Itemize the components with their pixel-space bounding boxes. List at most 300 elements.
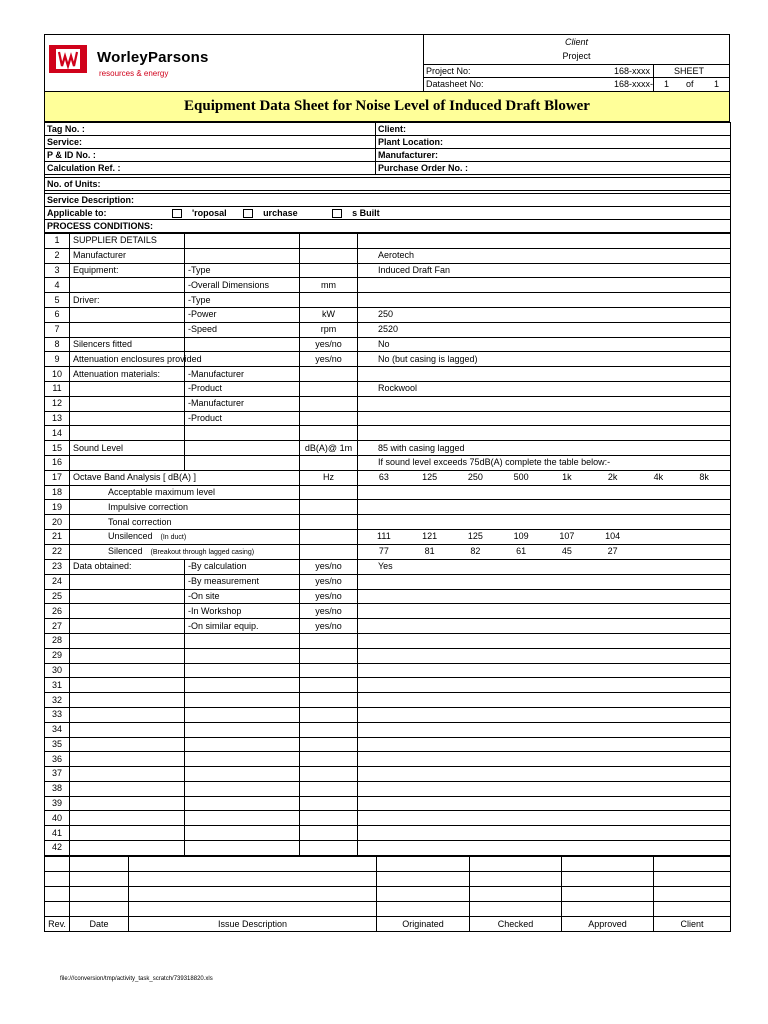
row-value[interactable]: 2520 (358, 322, 731, 337)
octave-band-values[interactable] (358, 485, 731, 500)
level-label: Silenced (108, 545, 143, 556)
row-unit (300, 381, 358, 396)
row-unit (300, 396, 358, 411)
revision-cell[interactable] (654, 886, 731, 901)
band-value: 107 (559, 531, 575, 542)
row-subitem (185, 737, 300, 752)
band-value (636, 545, 682, 558)
sheet-total: 1 (714, 79, 720, 89)
brand-name: WorleyParsons (97, 49, 209, 66)
calc-ref-label[interactable]: Calculation Ref. : (45, 162, 376, 175)
band-value: 61 (516, 546, 527, 557)
process-row (45, 589, 731, 604)
octave-band-values[interactable] (358, 470, 731, 485)
row-item: SUPPLIER DETAILS (70, 234, 185, 249)
row-unit (300, 248, 358, 263)
row-number: 39 (45, 796, 70, 811)
row-value[interactable]: Induced Draft Fan (358, 263, 731, 278)
revision-cell[interactable] (70, 871, 129, 886)
row-value[interactable] (358, 752, 731, 767)
row-unit: yes/no (300, 604, 358, 619)
row-item (70, 752, 185, 767)
row-subitem (185, 337, 300, 352)
row-value[interactable] (358, 722, 731, 737)
process-row (45, 678, 731, 693)
sheet-number: 1 (664, 79, 670, 89)
octave-row-label (70, 529, 300, 544)
revision-cell[interactable] (562, 871, 654, 886)
row-number: 9 (45, 352, 70, 367)
sheet-title: Equipment Data Sheet for Noise Level of Induced Draft Blower (44, 92, 730, 122)
originated-header: Originated (377, 916, 470, 931)
revision-cell[interactable] (129, 856, 377, 871)
revision-cell[interactable] (70, 886, 129, 901)
row-value[interactable] (358, 619, 731, 634)
revision-cell[interactable] (654, 871, 731, 886)
as-built-checkbox[interactable] (332, 209, 342, 218)
row-subitem (185, 767, 300, 782)
band-value: 250 (467, 472, 483, 483)
revision-row (45, 871, 731, 886)
revision-cell[interactable] (129, 901, 377, 916)
row-number: 38 (45, 781, 70, 796)
row-value[interactable] (358, 633, 731, 648)
revision-cell[interactable] (45, 871, 70, 886)
row-value[interactable] (358, 707, 731, 722)
row-subitem (185, 663, 300, 678)
row-subitem (185, 811, 300, 826)
octave-row-label: Acceptable maximum level (70, 485, 300, 500)
band-value: 82 (470, 546, 481, 557)
row-subitem: -Power (185, 307, 300, 322)
row-value[interactable] (358, 426, 731, 441)
row-value[interactable] (358, 589, 731, 604)
row-unit (300, 293, 358, 308)
row-item (70, 381, 185, 396)
revision-header-row (45, 916, 731, 931)
octave-band-values[interactable] (358, 544, 731, 559)
row-number: 12 (45, 396, 70, 411)
no-units-label[interactable]: No. of Units: (45, 178, 731, 191)
row-number: 36 (45, 752, 70, 767)
revision-cell[interactable] (70, 856, 129, 871)
revision-cell[interactable] (129, 886, 377, 901)
row-number: 18 (45, 485, 70, 500)
service-description-label[interactable]: Service Description: (45, 194, 731, 207)
octave-row (45, 500, 731, 515)
service-label[interactable]: Service: (45, 136, 376, 149)
revision-row (45, 886, 731, 901)
row-item: Attenuation materials: (70, 367, 185, 382)
row-value[interactable] (358, 367, 731, 382)
row-unit: yes/no (300, 619, 358, 634)
row-number: 28 (45, 633, 70, 648)
proposal-checkbox[interactable] (172, 209, 182, 218)
row-value[interactable]: 85 with casing lagged (358, 441, 731, 456)
process-row (45, 411, 731, 426)
row-unit: yes/no (300, 337, 358, 352)
revision-cell[interactable] (70, 901, 129, 916)
row-number: 41 (45, 826, 70, 841)
pid-no-label[interactable]: P & ID No. : (45, 149, 376, 162)
row-number: 16 (45, 455, 70, 470)
band-value (681, 530, 727, 543)
process-row (45, 263, 731, 278)
revision-cell[interactable] (470, 856, 562, 871)
row-item (70, 589, 185, 604)
row-subitem: -Type (185, 263, 300, 278)
process-row (45, 352, 731, 367)
row-unit: yes/no (300, 352, 358, 367)
revision-cell[interactable] (377, 856, 470, 871)
row-item: Attenuation enclosures provided (70, 352, 185, 367)
row-unit: mm (300, 278, 358, 293)
band-value (681, 545, 727, 558)
row-number: 21 (45, 529, 70, 544)
purchase-checkbox[interactable] (243, 209, 253, 218)
process-row (45, 307, 731, 322)
date-header: Date (70, 916, 129, 931)
row-unit: rpm (300, 322, 358, 337)
row-value[interactable] (358, 663, 731, 678)
process-row (45, 737, 731, 752)
row-item (70, 411, 185, 426)
process-row (45, 826, 731, 841)
band-value: 63 (378, 472, 389, 483)
band-value: 77 (378, 546, 389, 557)
row-unit (300, 678, 358, 693)
row-unit: yes/no (300, 589, 358, 604)
octave-band-values[interactable] (358, 515, 731, 530)
row-item (70, 396, 185, 411)
row-unit (300, 411, 358, 426)
revision-cell[interactable] (470, 886, 562, 901)
row-value[interactable] (358, 234, 731, 249)
row-value[interactable] (358, 767, 731, 782)
process-row (45, 441, 731, 456)
row-subitem: -Type (185, 293, 300, 308)
revision-cell[interactable] (562, 901, 654, 916)
process-row (45, 426, 731, 441)
row-item (70, 693, 185, 708)
row-item: Equipment: (70, 263, 185, 278)
revision-cell[interactable] (45, 856, 70, 871)
process-row (45, 752, 731, 767)
row-item: Data obtained: (70, 559, 185, 574)
row-number: 14 (45, 426, 70, 441)
row-value[interactable] (358, 811, 731, 826)
band-value: 500 (513, 472, 529, 483)
row-item (70, 663, 185, 678)
row-subitem: -On similar equip. (185, 619, 300, 634)
octave-row-label: Impulsive correction (70, 500, 300, 515)
process-conditions-label: PROCESS CONDITIONS: (45, 220, 731, 233)
band-value: 4k (653, 472, 664, 483)
row-subitem (185, 352, 300, 367)
row-item (70, 648, 185, 663)
row-unit (300, 796, 358, 811)
row-value[interactable] (358, 648, 731, 663)
row-subitem (185, 648, 300, 663)
process-row (45, 796, 731, 811)
row-value[interactable] (358, 693, 731, 708)
revision-cell[interactable] (562, 886, 654, 901)
row-item (70, 826, 185, 841)
band-value: 2k (607, 472, 618, 483)
row-unit (300, 263, 358, 278)
row-value[interactable]: Rockwool (358, 381, 731, 396)
revision-cell[interactable] (562, 856, 654, 871)
row-item (70, 781, 185, 796)
level-note: (Breakout through lagged casing) (150, 548, 255, 556)
row-number: 1 (45, 234, 70, 249)
process-row (45, 248, 731, 263)
client-header: Client (654, 916, 731, 931)
tag-no-label[interactable]: Tag No. : (45, 123, 376, 136)
row-item: Driver: (70, 293, 185, 308)
row-unit (300, 529, 358, 544)
process-row (45, 841, 731, 856)
file-path-footer: file:///conversion/tmp/activity_task_scratch/739318820.xls (60, 976, 213, 982)
row-value[interactable] (358, 841, 731, 856)
row-subitem (185, 248, 300, 263)
approved-header: Approved (562, 916, 654, 931)
row-number: 23 (45, 559, 70, 574)
row-unit (300, 707, 358, 722)
revision-cell[interactable] (377, 901, 470, 916)
row-number: 17 (45, 470, 70, 485)
octave-row (45, 485, 731, 500)
row-item (70, 841, 185, 856)
revision-cell[interactable] (654, 901, 731, 916)
process-row (45, 767, 731, 782)
revision-cell[interactable] (470, 901, 562, 916)
octave-band-header-row (45, 470, 731, 485)
row-subitem: -By measurement (185, 574, 300, 589)
row-number: 27 (45, 619, 70, 634)
row-number: 6 (45, 307, 70, 322)
process-row (45, 278, 731, 293)
row-value[interactable]: Aerotech (358, 248, 731, 263)
band-value: 8k (699, 472, 709, 483)
datasheet-no-row (424, 77, 730, 91)
row-item (70, 619, 185, 634)
row-number: 25 (45, 589, 70, 604)
row-unit (300, 737, 358, 752)
row-unit (300, 544, 358, 559)
row-unit (300, 367, 358, 382)
rev-header: Rev. (45, 916, 70, 931)
row-value[interactable] (358, 574, 731, 589)
row-value[interactable] (358, 293, 731, 308)
octave-label: Octave Band Analysis [ dB(A) ] (70, 470, 300, 485)
row-item: Sound Level (70, 441, 185, 456)
row-unit (300, 648, 358, 663)
row-item (70, 574, 185, 589)
row-subitem (185, 781, 300, 796)
row-subitem: -Speed (185, 322, 300, 337)
row-value[interactable] (358, 411, 731, 426)
octave-row-label: Tonal correction (70, 515, 300, 530)
row-item (70, 278, 185, 293)
row-subitem (185, 841, 300, 856)
process-row (45, 781, 731, 796)
datasheet-no-label: Datasheet No: (426, 79, 484, 89)
band-value: 111 (377, 531, 391, 542)
row-number: 29 (45, 648, 70, 663)
process-row (45, 574, 731, 589)
po-no-label[interactable]: Purchase Order No. : (376, 162, 731, 175)
process-row (45, 337, 731, 352)
header-info (423, 35, 729, 91)
octave-band-values[interactable] (358, 529, 731, 544)
row-number: 42 (45, 841, 70, 856)
row-unit (300, 663, 358, 678)
row-item (70, 678, 185, 693)
row-subitem (185, 455, 300, 470)
process-row (45, 234, 731, 249)
row-value[interactable] (358, 796, 731, 811)
project-no-row (424, 64, 730, 78)
row-value[interactable]: No (but casing is lagged) (358, 352, 731, 367)
process-row (45, 455, 731, 470)
row-subitem: -Overall Dimensions (185, 278, 300, 293)
row-subitem (185, 826, 300, 841)
row-value[interactable] (358, 396, 731, 411)
row-item (70, 737, 185, 752)
row-number: 8 (45, 337, 70, 352)
revision-cell[interactable] (45, 901, 70, 916)
band-value: 121 (422, 531, 438, 542)
row-item (70, 811, 185, 826)
process-row (45, 722, 731, 737)
process-table (44, 233, 731, 856)
row-number: 4 (45, 278, 70, 293)
row-value[interactable]: 250 (358, 307, 731, 322)
band-value: 104 (605, 531, 621, 542)
row-number: 22 (45, 544, 70, 559)
applicable-to-label: Applicable to: (47, 208, 107, 218)
row-value[interactable] (358, 737, 731, 752)
octave-unit: Hz (300, 470, 358, 485)
project-no-label: Project No: (426, 66, 471, 76)
row-number: 10 (45, 367, 70, 382)
row-value[interactable] (358, 781, 731, 796)
process-row (45, 648, 731, 663)
band-value: 125 (422, 472, 438, 483)
row-unit (300, 693, 358, 708)
process-row (45, 811, 731, 826)
manufacturer-label[interactable]: Manufacturer: (376, 149, 731, 162)
process-row (45, 633, 731, 648)
revision-cell[interactable] (470, 871, 562, 886)
row-number: 35 (45, 737, 70, 752)
process-row (45, 663, 731, 678)
row-value[interactable] (358, 604, 731, 619)
row-subitem: -Manufacturer (185, 367, 300, 382)
datasheet-no-value: 168-xxxx- (614, 79, 654, 89)
row-subitem: -In Workshop (185, 604, 300, 619)
revision-cell[interactable] (45, 886, 70, 901)
info-table (44, 122, 731, 233)
row-subitem: -Product (185, 381, 300, 396)
row-unit (300, 455, 358, 470)
row-value[interactable] (358, 278, 731, 293)
row-unit: dB(A)@ 1m (300, 441, 358, 456)
row-subitem (185, 633, 300, 648)
row-number: 5 (45, 293, 70, 308)
row-number: 13 (45, 411, 70, 426)
project-no-value: 168-xxxx (614, 66, 651, 76)
client-label[interactable]: Client: (376, 123, 731, 136)
process-row (45, 367, 731, 382)
row-unit (300, 515, 358, 530)
process-row (45, 707, 731, 722)
purchase-label: urchase (263, 208, 298, 218)
plant-location-label[interactable]: Plant Location: (376, 136, 731, 149)
row-number: 2 (45, 248, 70, 263)
row-value[interactable]: Yes (358, 559, 731, 574)
row-subitem (185, 752, 300, 767)
revision-cell[interactable] (129, 871, 377, 886)
row-unit (300, 826, 358, 841)
row-value[interactable]: No (358, 337, 731, 352)
revision-cell[interactable] (654, 856, 731, 871)
row-item (70, 426, 185, 441)
header-client: Client (564, 37, 588, 47)
level-label: Unsilenced (108, 530, 153, 541)
row-item: Manufacturer (70, 248, 185, 263)
row-unit (300, 841, 358, 856)
revision-cell[interactable] (377, 871, 470, 886)
band-value (636, 530, 682, 543)
row-item (70, 707, 185, 722)
row-number: 32 (45, 693, 70, 708)
row-unit (300, 500, 358, 515)
row-value[interactable]: If sound level exceeds 75dB(A) complete the table below:- (358, 455, 731, 470)
row-number: 24 (45, 574, 70, 589)
band-value: 125 (467, 531, 483, 542)
revision-row (45, 856, 731, 871)
row-item (70, 604, 185, 619)
row-subitem (185, 693, 300, 708)
row-unit (300, 781, 358, 796)
revision-cell[interactable] (377, 886, 470, 901)
row-number: 26 (45, 604, 70, 619)
row-subitem (185, 678, 300, 693)
worleyparsons-logo-icon (49, 45, 87, 73)
row-unit: kW (300, 307, 358, 322)
row-item (70, 767, 185, 782)
process-row (45, 604, 731, 619)
row-value[interactable] (358, 826, 731, 841)
row-unit: yes/no (300, 574, 358, 589)
logo-area (45, 35, 423, 91)
sheet-of: of (686, 79, 694, 89)
header-project: Project (562, 51, 591, 61)
silenced-row (45, 544, 731, 559)
octave-band-values[interactable] (358, 500, 731, 515)
row-number: 34 (45, 722, 70, 737)
as-built-label: s Built (352, 208, 380, 218)
row-value[interactable] (358, 678, 731, 693)
row-number: 30 (45, 663, 70, 678)
row-subitem: -Product (185, 411, 300, 426)
header (44, 34, 730, 92)
issue-description-header: Issue Description (129, 916, 377, 931)
row-item (70, 722, 185, 737)
row-unit (300, 767, 358, 782)
